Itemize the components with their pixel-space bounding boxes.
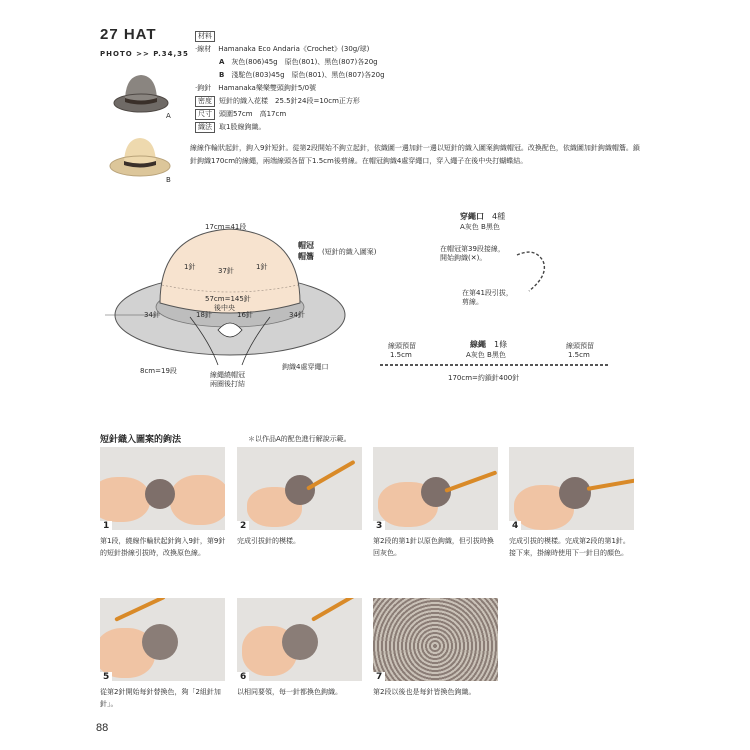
st-16-label: 16針 bbox=[237, 311, 253, 319]
pattern-title: 27 HAT bbox=[100, 26, 157, 43]
step-number-5: 5 bbox=[100, 672, 112, 683]
st-34-left-label: 34針 bbox=[144, 311, 160, 319]
cord-diagram bbox=[380, 338, 610, 388]
eyelet-note-3: 在第41段引拔， bbox=[462, 289, 513, 297]
step-photo-7 bbox=[373, 598, 498, 681]
eyelet-colors: A灰色 B黑色 bbox=[460, 223, 500, 231]
eyelet-title: 穿繩口 4種 bbox=[460, 212, 506, 221]
st-18-label: 18針 bbox=[196, 311, 212, 319]
hat-diagram bbox=[100, 215, 400, 395]
step-caption-1: 第1段，繞線作輪狀起針鉤入9針，第9針的短針掛線引拔時，改換原色線。 bbox=[100, 537, 226, 557]
photo-reference: PHOTO >> P.34,35 bbox=[100, 50, 189, 58]
method-tag: 織法 bbox=[195, 122, 215, 133]
tie-note-2: 兩圈後打結 bbox=[210, 380, 245, 388]
eyelet-note-2: 開始鉤織(✕)。 bbox=[440, 254, 487, 262]
head-circ-label: 57cm=145針 bbox=[205, 295, 251, 303]
crown-label: 帽冠 bbox=[298, 241, 314, 250]
brim-height-label: 8cm=19段 bbox=[140, 367, 177, 375]
cord-line bbox=[380, 364, 608, 366]
materials-tag: 材料 bbox=[195, 31, 215, 42]
eyelet-note-1: 在帽冠第39段接線， bbox=[440, 245, 505, 253]
cord-colors: A灰色 B黑色 bbox=[466, 351, 506, 359]
color-a-text: 灰色(806)45g 原色(801)、黑色(807)各20g bbox=[231, 58, 378, 66]
color-b-text: 淺駝色(803)45g 原色(801)、黑色(807)各20g bbox=[231, 71, 385, 79]
cord-left-label: 線頭預留 bbox=[388, 342, 416, 350]
technique-section-title: 短針織入圖案的鉤法 bbox=[100, 435, 182, 445]
size-tag: 尺寸 bbox=[195, 109, 215, 120]
eyelet-note-4: 剪線。 bbox=[462, 298, 483, 306]
st-34-right-label: 34針 bbox=[289, 311, 305, 319]
top-width-label: 17cm=41段 bbox=[205, 223, 247, 231]
step-photo-2 bbox=[237, 447, 362, 530]
cord-right-len: 1.5cm bbox=[568, 351, 590, 359]
step-caption-7: 第2段以後也是每針皆換色鉤織。 bbox=[373, 688, 476, 696]
color-a-key: A bbox=[219, 58, 225, 66]
cord-left-len: 1.5cm bbox=[390, 351, 412, 359]
technique-section-note: ＊以作品A的配色進行解說示範。 bbox=[248, 435, 351, 443]
hole-note-label: 鉤織4處穿繩口 bbox=[282, 363, 329, 371]
yarn-label: ‧線材 bbox=[195, 45, 212, 53]
materials-block bbox=[195, 30, 625, 134]
step-number-7: 7 bbox=[373, 672, 385, 683]
page-number: 88 bbox=[96, 722, 109, 734]
hat-photo-b bbox=[108, 134, 172, 179]
step-caption-6: 以相同要領，每一針都換色鉤織。 bbox=[237, 688, 342, 696]
step-number-1: 1 bbox=[100, 521, 112, 532]
yarn-text: Hamanaka Eco Andaria《Crochet》(30g/球) bbox=[218, 45, 370, 53]
step-photo-4 bbox=[509, 447, 634, 530]
eyelet-diagram bbox=[430, 212, 570, 307]
stitches-37-label: 37針 bbox=[218, 267, 234, 275]
step-photo-5 bbox=[100, 598, 225, 681]
rows-1-left-label: 1針 bbox=[184, 263, 196, 271]
back-center-label: 後中央 bbox=[214, 304, 235, 312]
step-photo-1 bbox=[100, 447, 225, 530]
step-caption-5: 從第2針開始每針替換色，夠「2組針加針」。 bbox=[100, 688, 221, 708]
step-number-2: 2 bbox=[237, 521, 249, 532]
step-caption-3: 第2段的第1針以原色鉤織，但引拔時換回灰色。 bbox=[373, 537, 494, 557]
method-text: 取1股線鉤織。 bbox=[219, 123, 266, 131]
hat-label-a: A bbox=[166, 112, 171, 120]
cord-title: 線繩 1條 bbox=[470, 340, 508, 349]
pattern-note-label: (短針的織入圖案) bbox=[322, 248, 377, 256]
hat-label-b: B bbox=[166, 176, 171, 184]
rows-1-right-label: 1針 bbox=[256, 263, 268, 271]
step-caption-2: 完成引拔針的模樣。 bbox=[237, 537, 300, 545]
gauge-tag: 密度 bbox=[195, 96, 215, 107]
hook-text: Hamanaka樂樂雙頭鉤針5/0號 bbox=[218, 84, 317, 92]
step-caption-4: 完成引拔的模樣。完成第2段的第1針。接下來，掛線時使用下一針目的顏色。 bbox=[509, 537, 630, 557]
color-b-key: B bbox=[219, 71, 225, 79]
gauge-text: 短針的織入花樣 25.5針24段=10cm正方形 bbox=[219, 97, 360, 105]
cord-length: 170cm=約鎖針400針 bbox=[448, 374, 520, 382]
brim-label: 帽簷 bbox=[298, 252, 314, 261]
cord-right-label: 線頭預留 bbox=[566, 342, 594, 350]
hat-photo-a bbox=[112, 70, 170, 115]
step-number-3: 3 bbox=[373, 521, 385, 532]
step-number-4: 4 bbox=[509, 521, 521, 532]
hook-label: ‧鉤針 bbox=[195, 84, 212, 92]
instructions-text: 線線作輪狀起針，鉤入9針短針。從第2段開始不鉤立起針，依織圖一邊加針一邊以短針的織入圖案鉤織帽冠。改換配色，依織圖加針鉤織帽簷。鎖針鉤織170cm的線繩，兩端線頭各留下1.5cm後剪線。在帽冠鉤織4處穿繩口，穿入繩子在後中央打蝴蝶結。 bbox=[190, 144, 640, 165]
size-text: 頭圍57cm 高17cm bbox=[219, 110, 287, 118]
step-photo-6 bbox=[237, 598, 362, 681]
step-photo-3 bbox=[373, 447, 498, 530]
step-number-6: 6 bbox=[237, 672, 249, 683]
tie-note-1: 線繩繞帽冠 bbox=[210, 371, 245, 379]
